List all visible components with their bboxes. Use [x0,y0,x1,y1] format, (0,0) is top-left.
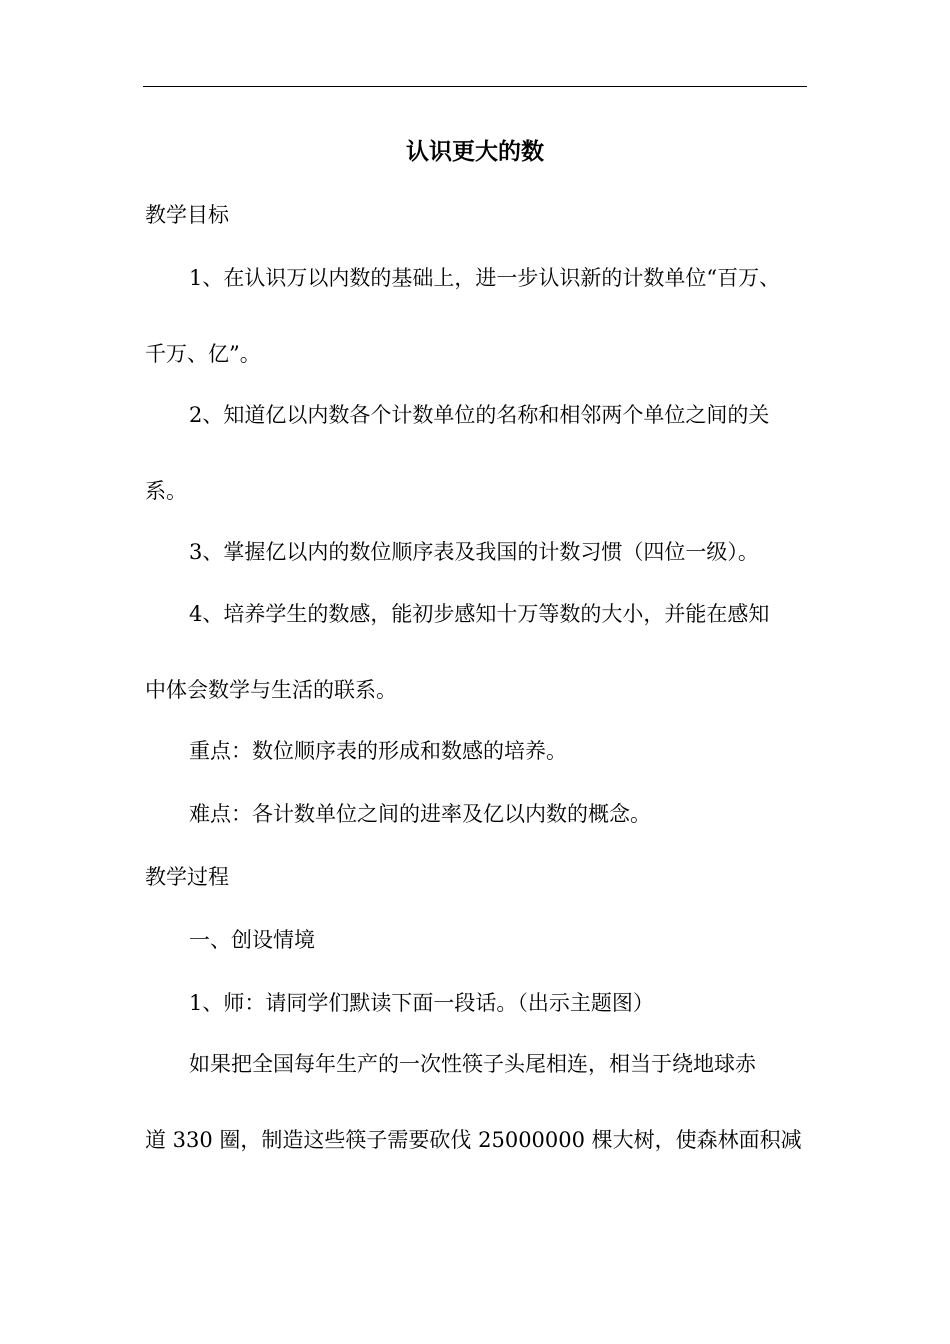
section-heading-goals: 教学目标 [145,203,229,227]
goal-2-line-1: 2、知道亿以内数各个计数单位的名称和相邻两个单位之间的关 [189,403,770,427]
goal-1-line-1: 1、在认识万以内数的基础上，进一步认识新的计数单位“百万、 [189,266,781,290]
step-heading: 一、创设情境 [189,928,315,952]
goal-3-line-1: 3、掌握亿以内的数位顺序表及我国的计数习惯（四位一级）。 [189,540,759,564]
section-heading-process: 教学过程 [145,865,229,889]
header-rule [143,86,807,87]
teacher-instruction: 1、师：请同学们默读下面一段话。（出示主题图） [189,991,654,1015]
document-title: 认识更大的数 [406,139,544,165]
scenario-line-2: 道 330 圈，制造这些筷子需要砍伐 25000000 棵大树，使森林面积减 [145,1128,802,1152]
goal-4-line-1: 4、培养学生的数感，能初步感知十万等数的大小，并能在感知 [189,602,770,626]
difficult-point: 难点：各计数单位之间的进率及亿以内数的概念。 [189,802,651,826]
key-point: 重点：数位顺序表的形成和数感的培养。 [189,739,567,763]
goal-4-line-2: 中体会数学与生活的联系。 [145,678,397,702]
scenario-line-1: 如果把全国每年生产的一次性筷子头尾相连，相当于绕地球赤 [189,1052,756,1076]
goal-1-line-2: 千万、亿”。 [145,342,261,366]
goal-2-line-2: 系。 [145,479,187,503]
